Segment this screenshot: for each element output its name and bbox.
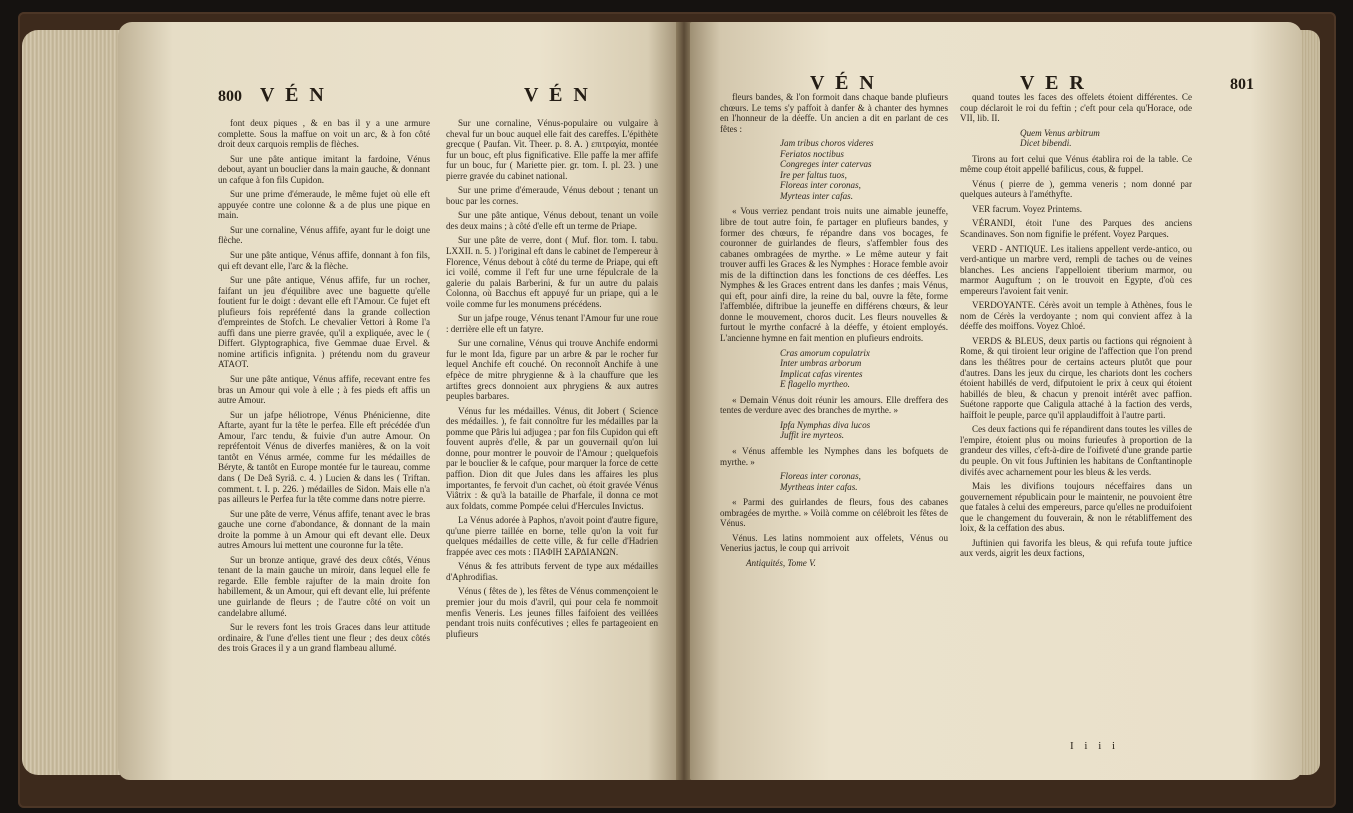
paragraph: Mais les divifions toujours néceffaires dans un gouvernement républicain pour le maintenir, ne pouvoient être que fatales à celui des empereurs, parce qu'elles ne produifoient que le changement du fouverain, & non le rétabliffement des loix, & la ceffation des abus. bbox=[960, 481, 1192, 534]
verse-line: Cras amorum copulatrix bbox=[780, 347, 870, 358]
verse-line: Jam tribus choros videres bbox=[780, 138, 874, 149]
paragraph: La Vénus adorée à Paphos, n'avoit point d'autre figure, qu'une pierre taillée en borne, telle qu'on la voit fur quelques médailles de cette ville, & fur celle d'Hadrien frappée avec ces mots : ΠΑΦΙΗ ΣΑΡΔΙΑΝΩΝ. bbox=[446, 515, 658, 557]
verse-line: Myrteas inter cafas. bbox=[780, 190, 853, 201]
paragraph: « Parmi des guirlandes de fleurs, fous des cabanes ombragées de myrthe. » Voilà comme on célébroit les fêtes de Vénus. bbox=[720, 497, 948, 529]
paragraph: Ces deux factions qui fe répandirent dans toutes les villes de l'empire, étoient plus ou moins furieufes à proportion de la grandeur des villes, c'eft-à-dire de l'oifiveté d'une grande partie du peuple. On vit fous Juftinien les habitans de Conftantinople divifés avec acharnement pour les bleus & les verds. bbox=[960, 424, 1192, 477]
paragraph: Sur une pâte antique, Vénus affife, recevant entre fes bras un Amour qui vole à elle ; à fes pieds eft affis un autre Amour. bbox=[218, 374, 430, 406]
paragraph: VÉRANDI, étoit l'une des Parques des anciens Scandinaves. Son nom fignifie le préfent. Voyez Parques. bbox=[960, 218, 1192, 240]
paragraph: VERDS & BLEUS, deux partis ou factions qui régnoient à Rome, & qui tiroient leur origine de l'affection que l'on prend dans les théâtres pour de certains acteurs plutôt que pour d'autres. Dans les jeux du cirque, les chariots dont les cochers étoient habillés de verd, difputoient le prix à ceux qui étoient habillés de bleu, & chacun y prenoit intérêt avec paffion. Suétone rapporte que Caligula attaché à la faction des verds, haïffoit le peuple, parce qu'il applaudiffoit à l'autre parti. bbox=[960, 335, 1192, 420]
paragraph: Vénus ( pierre de ), gemma veneris ; nom donné par quelques auteurs à l'améthyfte. bbox=[960, 178, 1192, 200]
verse-line: Ipfa Nymphas diva lucos bbox=[780, 419, 871, 430]
paragraph: Sur une pâte de verre, dont ( Muf. flor. tom. I. tabu. LXXII. n. 5. ) l'original eft dans le cabinet de l'empereur à Florence, Vénus debout à côté du terme de Priape, qui eft ici voilé, comme il l'eft fur une urne fépulcrale de la galerie du palais Barberini, & fur un autre du palais Colonna, où Bacchus eft appuyé fur un priape, qui a le voile comme fur les monumens précédens. bbox=[446, 235, 658, 309]
verse-line: Ire per faltus tuos, bbox=[780, 169, 847, 180]
paragraph: VERD - ANTIQUE. Les italiens appellent verde-antico, ou verd-antique un marbre verd, rempli de taches ou de veines blanches. Les anciens l'appelloient tiberium marmor, ou marmor Auguftum ; on le trouvoit en Egypte, d'où ces empereurs l'avoient fait venir. bbox=[960, 243, 1192, 296]
paragraph: font deux piques , & en bas il y a une armure complette. Sous la maffue on voit un arc, & à fon côté droit deux carquois remplis de flèches. bbox=[218, 118, 430, 150]
left-column-2 bbox=[446, 118, 658, 643]
paragraph: Sur une pâte antique, Vénus affife, fur un rocher, faifant un jeu d'équilibre avec une baguette qu'elle foutient fur le doigt : devant elle eft l'Amour. Ce fujet eft plufieurs fois repréfenté dans la grande collection d'empreintes de Stofch. Le chevalier Vettori à Rome l'a auffi dans une pierre gravée, qu'il a expliquée, avec le ( Differt. Glyptographica, five Gemmae duae Ervel. & nomine artificis infignita. ) prétendu nom du graveur ATAOT. bbox=[218, 275, 430, 370]
right-column-2 bbox=[960, 92, 1192, 563]
page-edges-left bbox=[22, 30, 120, 775]
verse-line: Floreas inter coronas, bbox=[780, 180, 861, 191]
right-page-number: 801 bbox=[1230, 76, 1254, 93]
paragraph: Sur une pâte de verre, Vénus affife, tenant avec le bras gauche une corne d'abondance, & donnant de la main droite la pomme à un Amour qui eft devant elle. Deux autres Amours lui mettent une couronne fur la tête. bbox=[218, 508, 430, 551]
paragraph: Sur une pâte antique, Vénus debout, tenant un voile des deux mains ; à côté d'elle eft un terme de Priape. bbox=[446, 210, 658, 231]
paragraph: VERDOYANTE. Cérès avoit un temple à Athènes, fous le nom de Cérès la verdoyante ; nom qui convient affez à la déeffe des moiffons. Voyez Chloé. bbox=[960, 300, 1192, 332]
paragraph: Vénus & fes attributs fervent de type aux médailles d'Aphrodifias. bbox=[446, 561, 658, 582]
verse-line: Implicat cafas virentes bbox=[780, 368, 863, 379]
left-column-1 bbox=[218, 118, 430, 658]
paragraph: Sur un jafpe rouge, Vénus tenant l'Amour fur une roue : derrière elle eft un fatyre. bbox=[446, 313, 658, 334]
paragraph: « Demain Vénus doit réunir les amours. Elle dreffera des tentes de verdure avec des branches de myrthe. » bbox=[720, 394, 948, 416]
verse-line: Quem Venus arbitrum bbox=[1020, 127, 1100, 138]
left-page-number: 800 bbox=[218, 88, 242, 105]
verse-line: E flagello myrtheo. bbox=[780, 379, 850, 390]
running-footer: Antiquités, Tome V. bbox=[746, 557, 816, 568]
paragraph: Sur une prime d'émeraude, Vénus debout ; tenant un bouc par les cornes. bbox=[446, 185, 658, 206]
paragraph: Sur le revers font les trois Graces dans leur attitude ordinaire, & l'une d'elles tient une fleur ; des deux côtés des trois Graces il y a un grand flambeau allumé. bbox=[218, 622, 430, 654]
paragraph: « Vous verriez pendant trois nuits une aimable jeuneffe, libre de tout autre foin, fe partager en plufieurs bandes, y former des chœurs, fe répandre dans vos bocages, fe couronner de guirlandes de fleurs, s'affembler fous des cabanes ombragées de myrthe. » Le même auteur y fait trouver auffi les Graces & les Nymphes : Horace femble avoir mis de la diftinction dans les fonctions de ces déeffes. Les Nymphes & les Graces entrent dans les danfes ; mais Vénus, qui eft, pour ainfi dire, la reine du bal, ouvre la fête, forme l'affemblée, diftribue la jeuneffe en différens chœurs, & leur donne le mouvement, choros ducit. Les fleurs nouvelles & furtout le myrthe confacré à la déeffe, y étoient employés. L'ancienne hymne en fait mention en plufieurs endroits. bbox=[720, 206, 948, 344]
verse-line: Dicet bibendi. bbox=[1020, 138, 1072, 149]
paragraph: Vénus. Les latins nommoient aux offelets, Vénus ou Venerius jactus, le coup qui arrivoit bbox=[720, 532, 948, 554]
verse-line: Feriatos noctibus bbox=[780, 148, 844, 159]
paragraph: Vénus fur les médailles. Vénus, dit Jobert ( Science des médailles. ), fe fait connoître fur les médailles par la pomme que Pâris lui adjugea ; par fon fils Cupidon qui eft fouvent auprès d'elle, & par un gouvernail qu'on lui donne, pour montrer le pouvoir de l'Amour ; quelquefois par le bouclier & le cafque, pour marquer la force de cette paffion. Dion dit que Jules dans les affaires les plus importantes, fe fervoit d'un cachet, où étoit gravée Vénus Viâtrix : & qu'à la bataille de Pharfale, il donna ce mot aux foldats, comme Pompée celui d'Hercules Invictus. bbox=[446, 405, 658, 511]
right-header-left: V É N bbox=[810, 72, 877, 94]
paragraph: Sur une pâte antique imitant la fardoine, Vénus debout, ayant un bouclier dans la main gauche, & donnant un cafque à fon fils Cupidon. bbox=[218, 153, 430, 185]
verse-line: Inter umbras arborum bbox=[780, 358, 862, 369]
verse-line: Congreges inter catervas bbox=[780, 159, 872, 170]
paragraph: Sur un jafpe héliotrope, Vénus Phénicienne, dite Aftarte, ayant fur la tête le perfea. Elle eft précédée d'un Amour, l'arc tendu, & fuivie d'un autre Amour. On repréfentoit Vénus de diverfes manières, & on la voit tantôt en Vénus armée, comme fur les médailles de Béryte, & tantôt en Europe montée fur le taureau, comme dans ( De Deâ Syriâ. c. 4. ) Lucien & dans les ( Triftan. comment. t. I. p. 226. ) médailles de Sidon. Mais elle n'a pas ailleurs le Perfea fur la tête comme dans notre pierre. bbox=[218, 409, 430, 505]
paragraph: Tirons au fort celui que Vénus établira roi de la table. Ce même coup étoit appellé bafilicus, cous, & fuppel. bbox=[960, 153, 1192, 175]
paragraph: Vénus ( fêtes de ), les fêtes de Vénus commençoient le premier jour du mois d'avril, qui pour cela fe nommoit menfis Veneris. Les jeunes filles faifoient des veillées pendant trois nuits confécutives ; elles fe partageoient en plufieurs bbox=[446, 586, 658, 639]
paragraph: Sur une prime d'émeraude, le même fujet où elle eft appuyée contre une colonne & a de plus une pique en main. bbox=[218, 189, 430, 221]
left-header-left: V É N bbox=[260, 84, 327, 106]
paragraph: Sur une cornaline, Vénus qui trouve Anchife endormi fur le mont Ida, figure par un arbre & par le rocher fur lequel Anchife eft couché. On reconnoît Anchife à une efpèce de mitre phrygienne & à la chauffure que les artiftes grecs donnoient aux phrygiens & aux autres peuples barbares. bbox=[446, 338, 658, 402]
paragraph: Sur un bronze antique, gravé des deux côtés, Vénus tenant de la main gauche un miroir, dans lequel elle fe regarde. Elle femble rajufter de la main droite fon habillement, & un Amour, qui eft devant elle, lui préfente une guirlande de fleurs ; de l'autre côté on voit un candelabre allumé. bbox=[218, 554, 430, 618]
verse-line: Floreas inter coronas, bbox=[780, 471, 861, 482]
paragraph: Sur une cornaline, Vénus affife, ayant fur le doigt une flèche. bbox=[218, 224, 430, 246]
paragraph: Sur une cornaline, Vénus-populaire ou vulgaire à cheval fur un bouc auquel elle fait des careffes. L'épithète grecque ( Paufan. Vit. Theer. p. 8. A. ) επιτραγία, montée fur un bouc, eft plus fignificative. Elle paffe la mer affife fur un bouc, fur ( Mariette pier. gr. tom. I. pl. 23. ) une pierre gravée du cabinet national. bbox=[446, 118, 658, 181]
verse-line: Juffit ire myrteos. bbox=[780, 430, 845, 441]
paragraph: « Vénus affemble les Nymphes dans les bofquets de myrthe. » bbox=[720, 445, 948, 467]
right-page bbox=[690, 22, 1302, 780]
verse-line: Myrtheas inter cafas. bbox=[780, 481, 858, 492]
paragraph: VER facrum. Voyez Printems. bbox=[972, 203, 1083, 214]
paragraph: Juftinien qui favorifa les bleus, & qui refufa toute juftice aux verds, aigrit les deux factions, bbox=[960, 537, 1192, 559]
left-header-right: V É N bbox=[524, 84, 591, 106]
signature-mark: I i i i bbox=[1070, 740, 1120, 752]
right-header-right: V E R bbox=[1020, 72, 1087, 94]
paragraph: quand toutes les faces des offelets étoient différentes. Ce coup déclaroit le roi du feftin ; c'eft pour cela qu'Horace, ode VII, lib. II. bbox=[960, 92, 1192, 124]
paragraph: Sur une pâte antique, Vénus affife, donnant à fon fils, qui eft devant elle, l'arc & la flèche. bbox=[218, 250, 430, 271]
left-page bbox=[118, 22, 678, 780]
right-column-1 bbox=[720, 92, 948, 568]
paragraph: fleurs bandes, & l'on formoit dans chaque bande plufieurs chœurs. Le tems s'y paffoit à danfer & à chanter des hymnes en l'honneur de la déeffe. Un ancien a dit en parlant de ces fêtes : bbox=[720, 92, 948, 134]
